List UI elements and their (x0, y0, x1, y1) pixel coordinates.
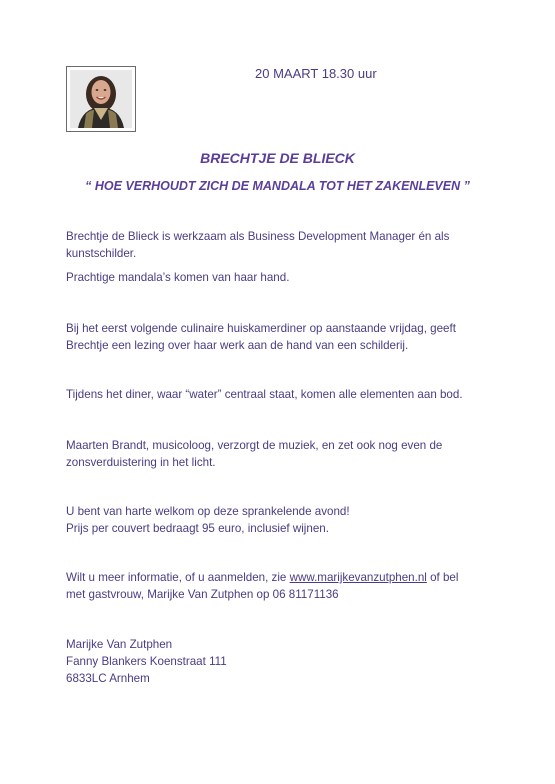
contact-suffix: of bel (426, 571, 459, 584)
music-line-1: Maarten Brandt, musicoloog, verzorgt de muziek, en zet ook nog even de (66, 439, 443, 452)
portrait-photo-frame (66, 66, 136, 132)
portrait-photo (70, 70, 132, 128)
intro-line-2: kunstschilder. (66, 247, 137, 260)
contact-line-1 (66, 569, 496, 586)
mandala-line: Prachtige mandala’s komen van haar hand. (66, 271, 290, 284)
speaker-name-heading: BRECHTJE DE BLIECK (200, 150, 355, 166)
water-paragraph (66, 386, 496, 403)
address-city: 6833LC Arnhem (66, 672, 150, 685)
welcome-line: U bent van harte welkom op deze sprankelende avond! (66, 505, 350, 518)
website-link[interactable]: www.marijkevanzutphen.nl (289, 571, 427, 584)
music-line-2: zonsverduistering in het licht. (66, 456, 216, 469)
lecture-title-heading: “ HOE VERHOUDT ZICH DE MANDALA TOT HET ZAKENLEVEN ” (85, 179, 470, 193)
dinner-line-1: Bij het eerst volgende culinaire huiskamerdiner op aanstaande vrijdag, geeft (66, 322, 456, 335)
contact-prefix: Wilt u meer informatie, of u aanmelden, zie (66, 571, 290, 584)
mandala-paragraph (66, 269, 496, 286)
address-block (66, 636, 496, 687)
dinner-paragraph (66, 320, 496, 354)
intro-line-1: Brechtje de Blieck is werkzaam als Business Development Manager én als (66, 230, 450, 243)
music-paragraph (66, 437, 496, 471)
address-street: Fanny Blankers Koenstraat 111 (66, 655, 227, 668)
water-line: Tijdens het diner, waar “water” centraal staat, komen alle elementen aan bod. (66, 388, 463, 401)
address-name: Marijke Van Zutphen (66, 638, 173, 651)
event-date: 20 MAART 18.30 uur (255, 66, 377, 81)
welcome-paragraph (66, 503, 496, 537)
contact-line-2: met gastvrouw, Marijke Van Zutphen op 06 81171136 (66, 588, 339, 601)
dinner-line-2: Brechtje een lezing over haar werk aan de hand van een schilderij. (66, 339, 409, 352)
price-line: Prijs per couvert bedraagt 95 euro, inclusief wijnen. (66, 522, 329, 535)
intro-paragraph (66, 228, 496, 262)
contact-paragraph (66, 569, 496, 603)
